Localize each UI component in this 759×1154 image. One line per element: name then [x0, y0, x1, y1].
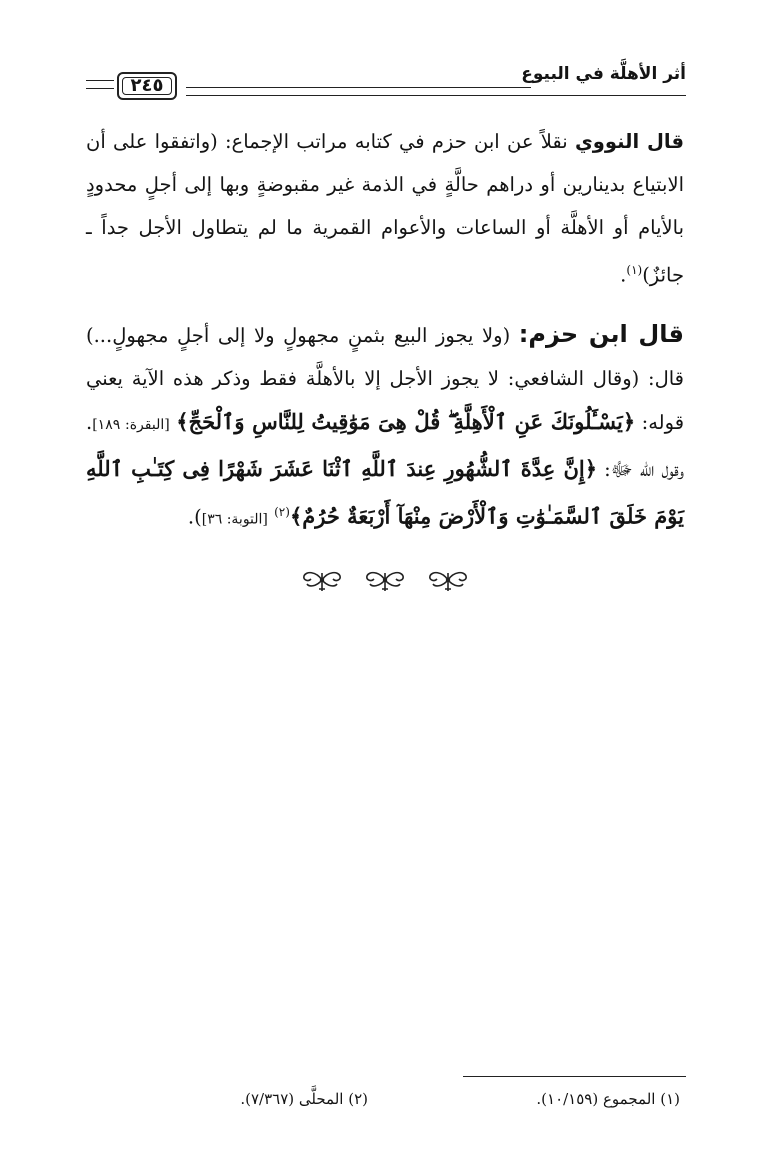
ornament-icon	[300, 567, 344, 593]
section-divider	[300, 567, 470, 597]
quran-verse: ﴿إِنَّ عِدَّةَ ٱلشُّهُورِ عِندَ ٱللَّهِ ٱثْنَا عَشَرَ شَهْرًا فِى كِتَـٰبِ ٱللَّهِ يَوْمَ خَلَقَ ٱلسَّمَـٰوَٰتِ وَٱلْأَرْضَ مِنْهَآ أَرْبَعَةٌ حُرُمٌ﴾	[86, 455, 684, 528]
footnote-2: (٢) المحلَّى (٧/٣٦٧).	[240, 1090, 368, 1108]
footnotes	[150, 1090, 680, 1120]
footnote-1: (١) المجموع (١٠/١٥٩).	[536, 1090, 680, 1108]
speaker-name: قال ابن حزم:	[518, 319, 684, 348]
paragraph-text: نقلاً عن ابن حزم في كتابه مراتب الإجماع: (واتفقوا على أن الابتياع بدينارين أو دراهم حالَّةٍ في الذمة غير مقبوضةٍ وبها إلى أجلٍ محدودٍ بالأيام أو الأهلَّة أو الساعات والأعوام القمرية ما لم يتطاول الأجل جداً ـ جائزٌ)	[86, 130, 684, 287]
running-title: أثر الأهلَّة في البيوع	[521, 64, 686, 84]
ornament-icon	[363, 567, 407, 593]
body-text	[86, 120, 684, 541]
header-rule-short	[86, 80, 114, 81]
verse-reference: [البقرة: ١٨٩]	[92, 416, 170, 433]
paragraph-text: . وقول الله ﷻ:	[86, 410, 685, 481]
footnote-marker: (١)	[626, 263, 643, 277]
paragraph-ibn-hazm	[86, 313, 684, 542]
ornament-icon	[426, 567, 470, 593]
paragraph-end: ).	[187, 505, 202, 528]
verse-reference: [التوبة: ٣٦]	[201, 511, 268, 527]
page-header	[86, 62, 686, 106]
header-rule-long-lower	[186, 95, 686, 96]
paragraph-text: (ولا يجوز البيع بثمنٍ مجهولٍ ولا إلى أجلٍ مجهولٍ...) قال: (وقال الشافعي: لا يجوز الأجل إلا بالأهلَّة فقط وذكر هذه الآية يعني قوله:	[86, 323, 685, 434]
paragraph-end: .	[620, 263, 627, 287]
page-number: ٢٤٥	[117, 72, 177, 100]
paragraph-nawawi	[86, 120, 684, 297]
footnote-marker: (٢)	[274, 504, 290, 519]
footnote-separator	[463, 1076, 686, 1077]
quran-verse: ﴿يَسْـَٔلُونَكَ عَنِ ٱلْأَهِلَّةِ ۖ قُلْ هِىَ مَوَٰقِيتُ لِلنَّاسِ وَٱلْحَجِّ﴾	[176, 408, 636, 434]
header-rule-long	[186, 87, 531, 88]
speaker-name: قال النووي	[574, 130, 684, 153]
header-rule-short-lower	[86, 88, 114, 89]
